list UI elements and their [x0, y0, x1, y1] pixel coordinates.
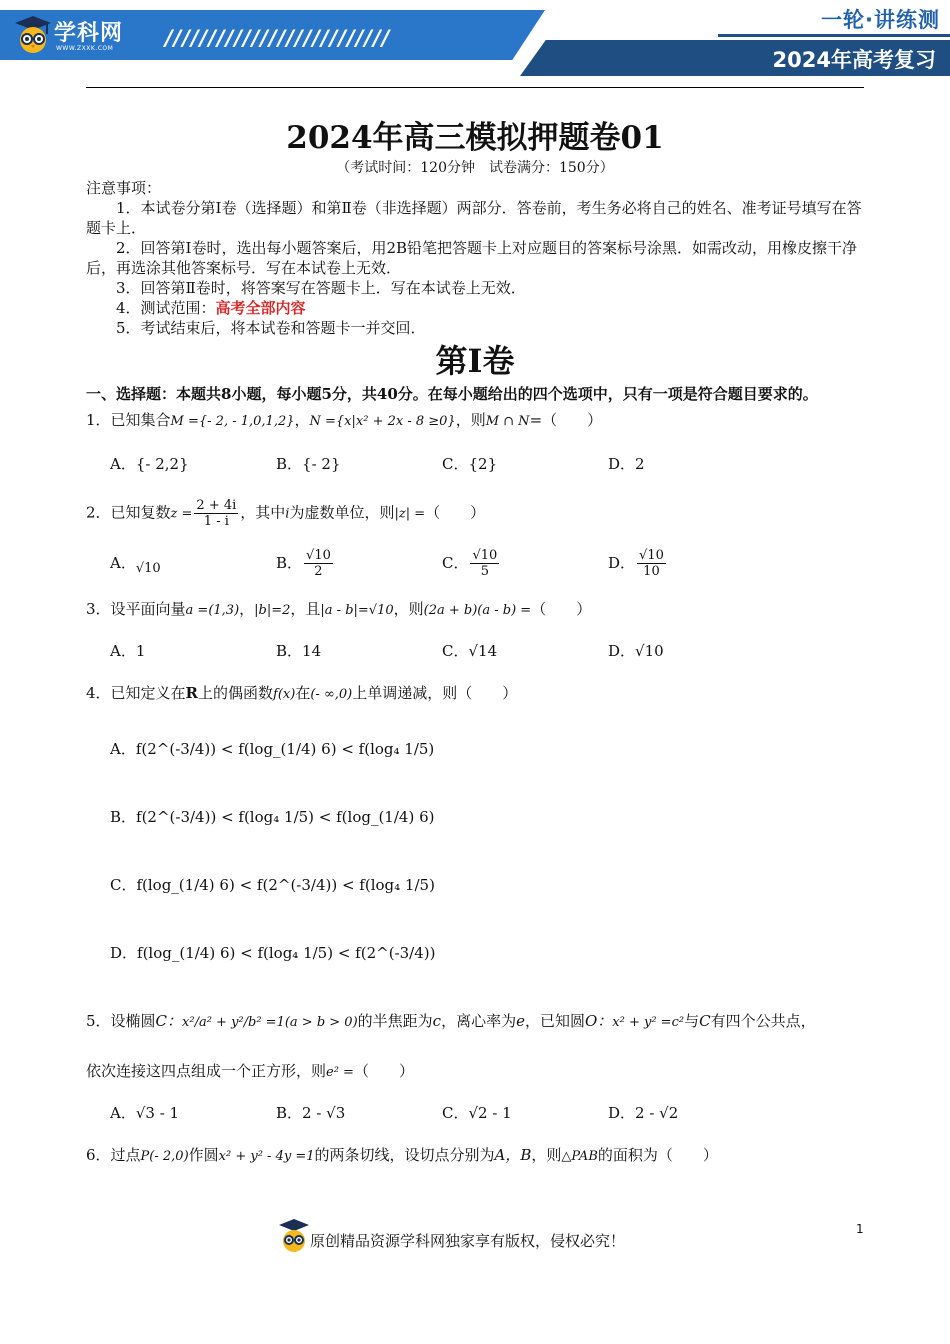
q6-stem-e: 的面积为（ ） [597, 1146, 718, 1164]
q5-e2: e² = [326, 1065, 354, 1080]
q4-option-a[interactable]: A．f(2^(-3/4)) < f(log_(1/4) 6) < f(log₄ 1/5) [110, 740, 435, 758]
q1-set-n: N ={x|x² + 2x - 8 ≥0} [309, 414, 456, 429]
q2-stem-c: 为虚数单位，则 [289, 503, 395, 522]
q3-vector-b: |b|=2 [254, 603, 291, 618]
footer-owl-icon [278, 1218, 310, 1254]
question-4 [86, 683, 864, 705]
question-1 [86, 410, 864, 432]
q5-stem-c: ，离心率为 [441, 1012, 517, 1030]
q1-option-c[interactable]: C．{2} [442, 455, 498, 473]
q2-option-b-frac [304, 548, 333, 579]
q3-tail: （ ） [531, 600, 592, 618]
brand-logo[interactable] [14, 14, 164, 58]
question-2 [86, 498, 864, 529]
q4-option-b[interactable]: B．f(2^(-3/4)) < f(log₄ 1/5) < f(log_(1/4) 6) [110, 808, 435, 826]
banner-divider [718, 34, 950, 37]
q4-stem: 4．已知定义在 [86, 684, 186, 702]
footer-copyright: 原创精品资源学科网独家享有版权，侵权必究！ [310, 1232, 626, 1250]
q2-option-c[interactable] [442, 548, 608, 579]
page-subtitle: （考试时间：120分钟 试卷满分：150分） [336, 160, 614, 176]
q1-option-a[interactable]: A．{- 2,2} [110, 455, 189, 473]
q2-option-a-label: A． [110, 554, 136, 572]
section-heading: 一、选择题：本题共8小题，每小题5分，共40分。在每小题给出的四个选项中，只有一项是符合题目要求的。 [86, 385, 818, 403]
question-6 [86, 1145, 864, 1167]
q2-i: i [285, 506, 290, 522]
q2-b-num: √10 [306, 547, 331, 563]
q3-stem-c: ，则 [393, 600, 424, 618]
q5-option-a[interactable]: A．√3 - 1 [110, 1104, 180, 1122]
q4-option-d[interactable]: D．f(log_(1/4) 6) < f(log₄ 1/5) < f(2^(-3/4)) [110, 944, 436, 962]
q5-option-d[interactable]: D．2 - √2 [608, 1104, 679, 1122]
q2-tail: （ ） [425, 503, 486, 522]
q5-ellipse-eq: x²/a² + y²/b² =1(a > b > 0) [182, 1015, 358, 1030]
q1-stem-b: ，则 [455, 411, 486, 429]
scope-value: 高考全部内容 [215, 299, 306, 317]
q5-tail: （ ） [353, 1062, 414, 1080]
notice-item [86, 298, 864, 318]
q4-stem-c: 在 [295, 684, 311, 702]
q5-e: e [516, 1012, 525, 1030]
brand-url: WWW.ZXXK.COM [56, 45, 114, 52]
q1-stem: 1．已知集合 [86, 411, 171, 429]
q5-stem: 5．设椭圆 [86, 1012, 156, 1030]
banner-stripes: ////////////////////////// [165, 26, 391, 50]
q1-set-m: M ={- 2, - 1,0,1,2} [170, 414, 295, 429]
q3-option-c[interactable]: C．√14 [442, 642, 498, 660]
header-rule [86, 87, 864, 88]
q5-ellipse-name: C： [155, 1012, 183, 1030]
q2-d-den: 10 [643, 563, 660, 579]
notice-item: 1．本试卷分第Ⅰ卷（选择题）和第Ⅱ卷（非选择题）两部分．答卷前，考生务必将自己的姓名、准考证号填写在答题卡上． [86, 199, 862, 237]
q4-options [110, 739, 864, 1003]
q1-sep: ， [294, 411, 310, 429]
banner-series: 2024年高考复习 [772, 48, 936, 72]
q3-vector-a: a =(1,3) [185, 603, 240, 618]
notice-block [86, 178, 864, 338]
notice-heading: 注意事项： [86, 179, 162, 197]
q2-c-den: 5 [480, 563, 490, 579]
q6-points: A，B [494, 1146, 532, 1164]
scope-label: 4．测试范围： [116, 299, 216, 317]
q2-option-a[interactable] [110, 547, 276, 579]
q5-stem-d: ，已知圆 [524, 1012, 585, 1030]
q1-tail: =（ ） [529, 411, 603, 429]
q6-point: P(- 2,0) [140, 1149, 189, 1164]
q5-option-c[interactable]: C．√2 - 1 [442, 1104, 512, 1122]
q5-stem-f: 有四个公共点， [710, 1012, 816, 1030]
volume-heading: 第Ⅰ卷 [435, 342, 515, 380]
q2-b-den: 2 [314, 563, 323, 579]
q2-option-b[interactable] [276, 548, 442, 579]
q3-expr: (2a + b)(a - b) = [423, 603, 532, 618]
q2-frac-num: 2 + 4i [196, 498, 237, 513]
q3-stem-b: ，且 [290, 600, 321, 618]
q4-reals: R [185, 684, 199, 702]
q6-stem-b: 作圆 [188, 1146, 219, 1164]
q3-option-a[interactable]: A．1 [110, 642, 146, 660]
q2-c-num: √10 [472, 547, 498, 563]
q5-c2: C [699, 1012, 711, 1030]
q6-stem: 6．过点 [86, 1146, 141, 1164]
q3-sep: ， [239, 600, 255, 618]
q2-options [110, 547, 864, 579]
q5-c: c [432, 1012, 442, 1030]
question-5-line2 [86, 1061, 864, 1083]
q1-options [110, 454, 864, 474]
q5-circle-name: O： [584, 1012, 613, 1030]
q3-option-d[interactable]: D．√10 [608, 642, 664, 660]
q3-stem: 3．设平面向量 [86, 600, 186, 618]
q6-stem-d: ，则 [531, 1146, 562, 1164]
q5-option-b[interactable]: B．2 - √3 [276, 1104, 346, 1122]
q6-stem-c: 的两条切线，设切点分别为 [314, 1146, 495, 1164]
q6-triangle: △PAB [561, 1149, 598, 1164]
q2-fraction [194, 498, 238, 529]
q4-stem-d: 上单调递减，则（ ） [352, 684, 518, 702]
q5-circle-eq: x² + y² =c² [612, 1015, 685, 1030]
q3-options [110, 641, 864, 661]
notice-item: 5．考试结束后，将本试卷和答题卡一并交回． [116, 319, 426, 337]
header-banner [0, 0, 950, 78]
q1-expr: M ∩ N [485, 414, 530, 429]
q5-stem-e: 与 [684, 1012, 700, 1030]
q4-interval: (- ∞,0) [310, 687, 353, 702]
q3-condition: |a - b|=√10 [320, 603, 394, 618]
q2-option-b-label: B． [276, 554, 303, 572]
q2-d-num: √10 [639, 547, 664, 563]
q5-options [110, 1103, 864, 1123]
q1-option-d[interactable]: D．2 [608, 455, 645, 473]
q2-z: z = [170, 506, 193, 522]
q2-option-d-label: D． [608, 554, 636, 572]
q5-line2: 依次连接这四点组成一个正方形，则 [86, 1062, 327, 1080]
banner-tagline: 一轮·讲练测 [821, 8, 940, 32]
question-5 [86, 1011, 864, 1033]
page-title: 2024年高三模拟押题卷01 [286, 120, 664, 156]
owl-logo-icon [14, 14, 52, 54]
brand-name: 学科网 [54, 21, 124, 46]
q2-option-c-label: C． [442, 554, 469, 572]
q1-option-b[interactable]: B．{- 2} [276, 455, 341, 473]
q6-circle: x² + y² - 4y =1 [218, 1149, 315, 1164]
q2-option-a-value: √10 [135, 561, 161, 576]
q4-function: f(x) [273, 687, 296, 702]
q2-option-d-frac [637, 548, 666, 579]
notice-item: 3．回答第Ⅱ卷时，将答案写在答题卡上．写在本试卷上无效． [116, 279, 526, 297]
q2-abs: |z| = [394, 506, 426, 522]
page-number: 1 [856, 1222, 864, 1236]
q2-frac-den: 1 - i [203, 514, 229, 529]
q2-stem-b: ，其中 [240, 503, 286, 522]
q4-stem-b: 上的偶函数 [198, 684, 274, 702]
q3-option-b[interactable]: B．14 [276, 642, 322, 660]
q2-stem: 2．已知复数 [86, 503, 171, 522]
q2-option-d[interactable] [608, 548, 774, 579]
q2-option-c-frac [470, 548, 499, 579]
question-3 [86, 599, 864, 621]
q5-stem-b: 的半焦距为 [357, 1012, 433, 1030]
notice-item: 2．回答第Ⅰ卷时，选出每小题答案后，用2B铅笔把答题卡上对应题目的答案标号涂黑．如需改动，用橡皮擦干净后，再选涂其他答案标号．写在本试卷上无效． [86, 239, 858, 277]
q4-option-c[interactable]: C．f(log_(1/4) 6) < f(2^(-3/4)) < f(log₄ 1/5) [110, 876, 435, 894]
exam-document [86, 110, 864, 1167]
